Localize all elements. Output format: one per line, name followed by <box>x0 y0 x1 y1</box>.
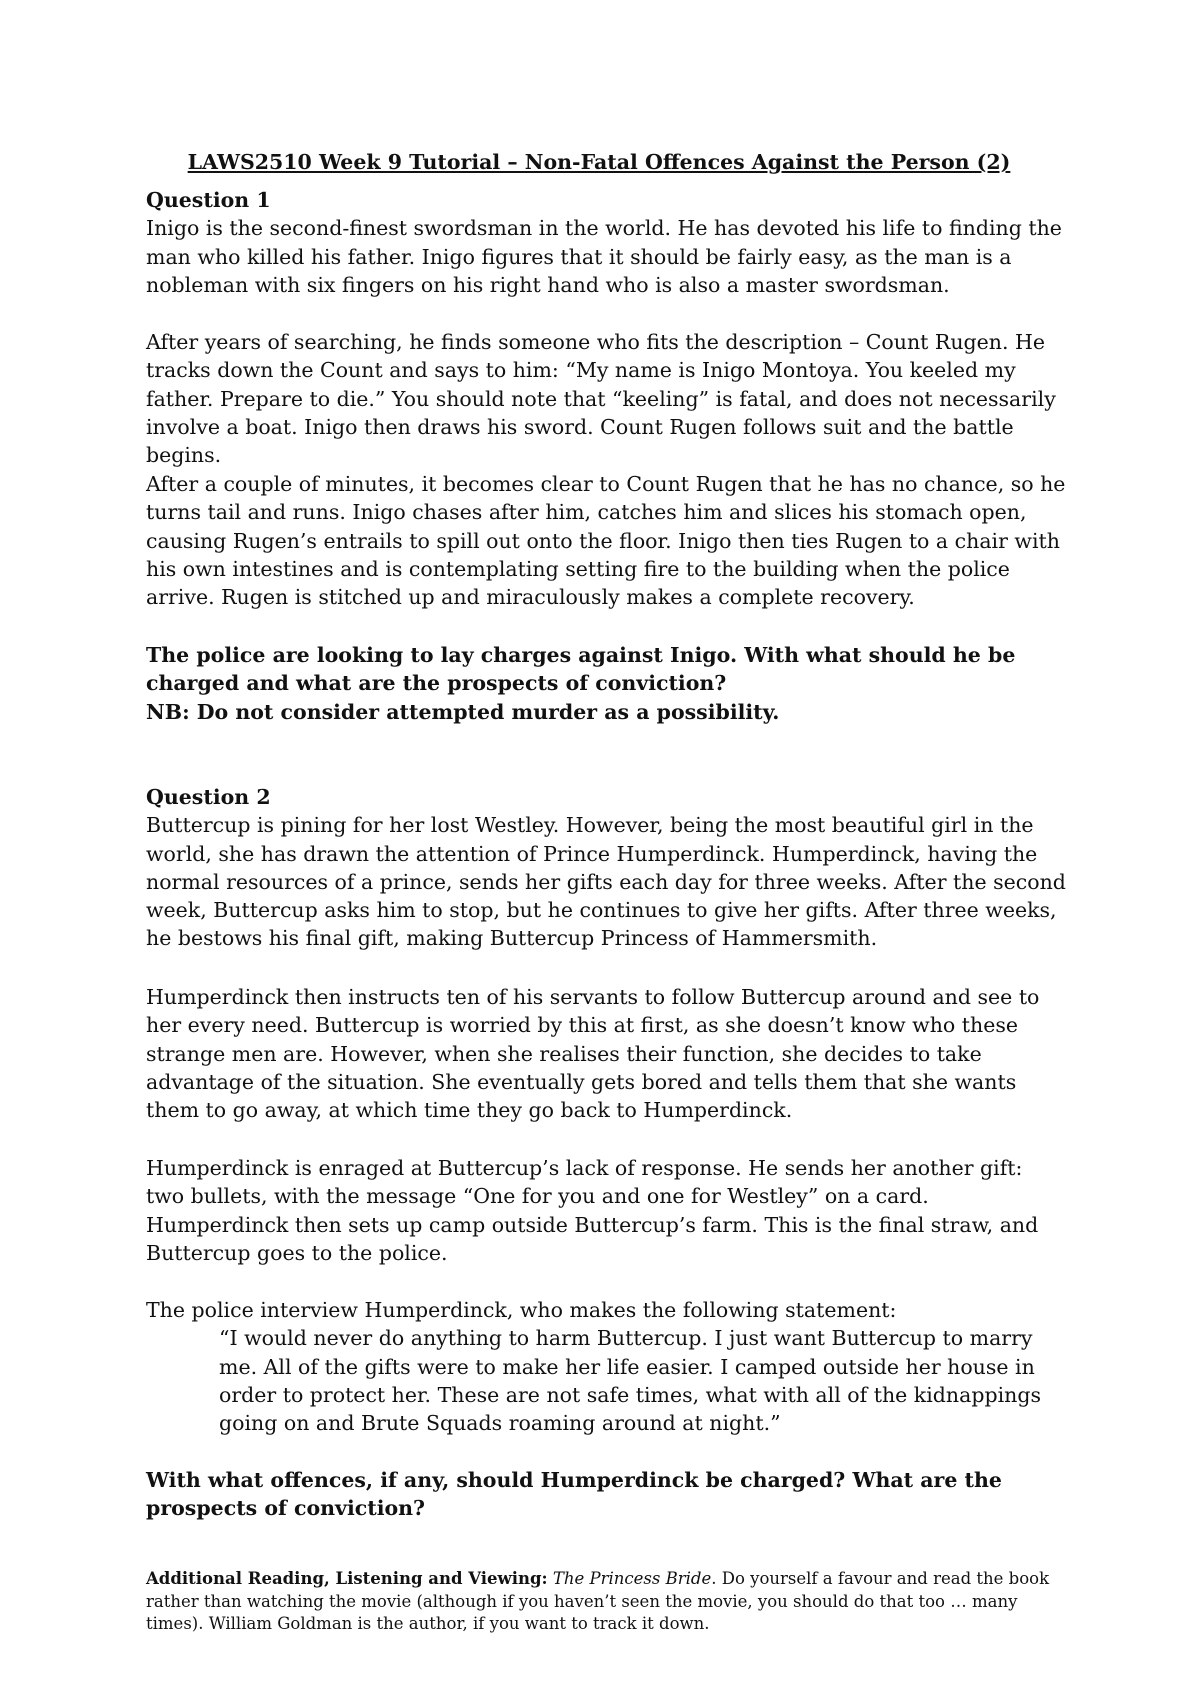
question-1-paragraph-2-block <box>146 328 1066 469</box>
question-2-heading: Question 2 <box>146 785 271 809</box>
question-1-paragraph-2: After years of searching, he finds someone who fits the description – Count Rugen. He tracks down the Count and says to him: “My name is Inigo Montoya. You keeled my father. Prepare to die.” You should note that “keeling” is fatal, and does not necessarily involve a boat. Inigo then draws his sword. Count Rugen follows suit and the battle begins. <box>146 330 1056 468</box>
document-title: LAWS2510 Week 9 Tutorial – Non-Fatal Offences Against the Person (2) <box>187 150 1011 174</box>
question-2-section <box>146 783 1066 953</box>
question-1-task-block <box>146 641 1066 726</box>
question-2-task: With what offences, if any, should Humperdinck be charged? What are the prospects of conviction? <box>146 1468 1002 1521</box>
question-1-note: NB: Do not consider attempted murder as a possibility. <box>146 699 780 724</box>
question-2-paragraph-3-block <box>146 1154 1066 1267</box>
question-2-statement-quote: “I would never do anything to harm Buttercup. I just want Buttercup to marry me. All of the gifts were to make her life easier. I camped outside her house in order to protect her. These are not safe times, what with all of the kidnappings going on and Brute Squads roaming around at night.” <box>219 1326 1041 1436</box>
question-1-heading: Question 1 <box>146 188 271 212</box>
question-1-paragraph-3: After a couple of minutes, it becomes clear to Count Rugen that he has no chance, so he turns tail and runs. Inigo chases after him, catches him and slices his stomach open, causing Rugen’s entrails to spill out onto the floor. Inigo then ties Rugen to a chair with his own intestines and is contemplating setting fire to the building when the police arrive. Rugen is stitched up and miraculously makes a complete recovery. <box>146 472 1066 610</box>
question-2-paragraph-2: Humperdinck then instructs ten of his servants to follow Buttercup around and see to her every need. Buttercup is worried by this at first, as she doesn’t know who these strange men are. However, when she realises their function, she decides to take advantage of the situation. She eventually gets bored and tells them that she wants them to go away, at which time they go back to Humperdinck. <box>146 985 1040 1123</box>
question-1-task: The police are looking to lay charges against Inigo. With what should he be charged and what are the prospects of conviction? <box>146 643 1016 696</box>
book-title: The Princess Bride <box>552 1569 712 1588</box>
question-2-paragraph-3: Humperdinck is enraged at Buttercup’s lack of response. He sends her another gift: two bullets, with the message “One for you and one for Westley” on a card. Humperdinck then sets up camp outside Buttercup’s farm. This is the final straw, and Buttercup goes to the police. <box>146 1156 1039 1265</box>
question-1-paragraph-3-block <box>146 470 1066 611</box>
additional-reading-text: . Do yourself a favour and read the book rather than watching the movie (although if you haven’t seen the movie, you should do that too … many times). William Goldman is the author, if you want to track it down. <box>146 1569 1050 1633</box>
question-2-statement-block <box>146 1296 1066 1437</box>
additional-reading-note <box>146 1568 1066 1636</box>
question-1-paragraph-1: Inigo is the second-finest swordsman in the world. He has devoted his life to finding the man who killed his father. Inigo figures that it should be fairly easy, as the man is a nobleman with six fingers on his right hand who is also a master swordsman. <box>146 216 1062 297</box>
question-2-task-block <box>146 1466 1066 1523</box>
question-2-paragraph-1: Buttercup is pining for her lost Westley. However, being the most beautiful girl in the world, she has drawn the attention of Prince Humperdinck. Humperdinck, having the normal resources of a prince, sends her gifts each day for three weeks. After the second week, Buttercup asks him to stop, but he continues to give her gifts. After three weeks, he bestows his final gift, making Buttercup Princess of Hammersmith. <box>146 813 1066 951</box>
question-1-section <box>146 186 1066 299</box>
question-2-paragraph-2-block <box>146 983 1066 1124</box>
question-2-statement-intro: The police interview Humperdinck, who makes the following statement: <box>146 1298 897 1322</box>
additional-reading-label: Additional Reading, Listening and Viewing: <box>146 1569 548 1588</box>
